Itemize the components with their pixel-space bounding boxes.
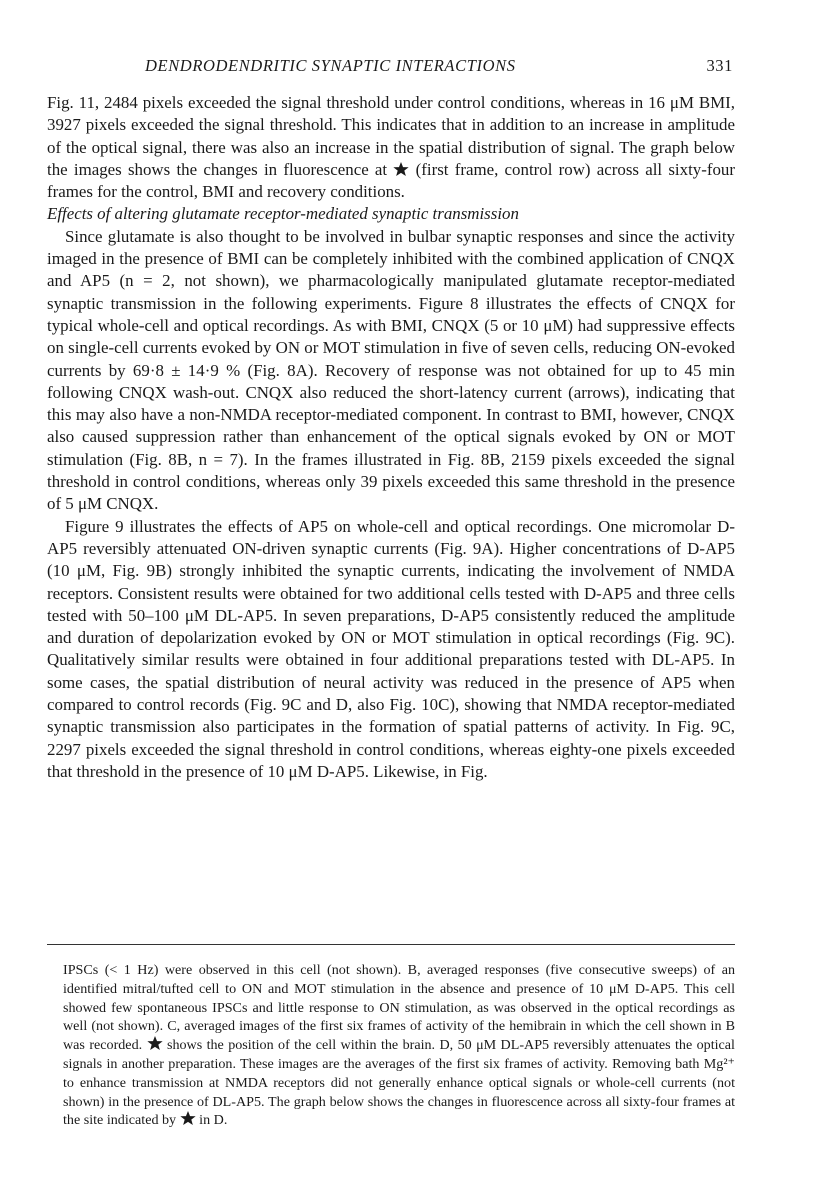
section-heading: Effects of altering glutamate receptor-mediated synaptic transmission: [47, 204, 519, 224]
star-icon: [393, 162, 409, 176]
paragraph-3: Figure 9 illustrates the effects of AP5 on whole-cell and optical recordings. One micromolar D-AP5 reversibly attenuated ON-driven synaptic currents (Fig. 9A). Higher concentrations of D-AP5 (10 μM, Fig. 9B) strongly inhibited the synaptic currents, indicating the involvement of NMDA receptors. Consistent results were obtained for two additional cells tested with D-AP5 and three cells tested with 50–100 μM DL-AP5. In seven preparations, D-AP5 consistently reduced the amplitude and duration of depolarization evoked by ON or MOT stimulation in optical recordings (Fig. 9C). Qualitatively similar results were obtained in four additional preparations tested with DL-AP5. In some cases, the spatial distribution of neural activity was reduced in the presence of AP5 when compared to control records (Fig. 9C and D, also Fig. 10C), showing that NMDA receptor-mediated synaptic transmission also participates in the formation of spatial patterns of activity. In Fig. 9C, 2297 pixels exceeded the signal threshold in control conditions, whereas eighty-one pixels exceeded that threshold in the presence of 10 μM D-AP5. Likewise, in Fig.: [47, 516, 735, 781]
paragraph-2: Since glutamate is also thought to be involved in bulbar synaptic responses and since the activity imaged in the presence of BMI can be completely inhibited with the combined application of CNQX and AP5 (n = 2, not shown), we pharmacologically manipulated glutamate receptor-mediated synaptic transmission in the following experiments. Figure 8 illustrates the effects of CNQX for typical whole-cell and optical recordings. As with BMI, CNQX (5 or 10 μM) had suppressive effects on single-cell currents evoked by ON or MOT stimulation in five of seven cells, reducing ON-evoked currents by 69·8 ± 14·9 % (Fig. 8A). Recovery of response was not obtained for up to 45 min following CNQX wash-out. CNQX also reduced the short-latency current (arrows), indicating that this may also have a non-NMDA receptor-mediated component. In contrast to BMI, however, CNQX also caused suppression rather than enhancement of the optical signals evoked by ON or MOT stimulation (Fig. 8B, n = 7). In the frames illustrated in Fig. 8B, 2159 pixels exceeded the signal threshold in control conditions, whereas only 39 pixels exceeded this same threshold in the presence of 5 μM CNQX.: [47, 226, 735, 514]
star-icon: [147, 1036, 163, 1050]
body-text: [47, 92, 735, 783]
caption-text-1: IPSCs (< 1 Hz) were observed in this cell (not shown). B, averaged responses (five consecutive sweeps) of an identified mitral/tufted cell to ON and MOT stimulation in the absence and presence of 10 μM D-AP5. This cell showed few spontaneous IPSCs and little response to ON stimulation, as was observed in the optical recordings as well (not shown). C, averaged images of the first six frames of activity of the hemibrain in which the cell shown in B was recorded.: [63, 962, 735, 1054]
footnote-divider: [47, 944, 735, 945]
page-number: 331: [706, 56, 733, 75]
page: [47, 56, 735, 783]
paragraph-1: [47, 92, 735, 203]
running-header: [47, 56, 735, 80]
star-icon: [180, 1111, 196, 1125]
caption-text-2: shows the position of the cell within the brain. D, 50 μM DL-AP5 reversibly attenuates the optical signals in another preparation. These images are the averages of the first six frames of activity. Removing bath Mg²⁺ to enhance transmission at NMDA receptors did not generally enhance optical signals or whole-cell currents (not shown) in the presence of DL-AP5. The graph below shows the changes in fluorescence across all sixty-four frames at the site indicated by: [63, 1037, 735, 1129]
paragraph-1-text-a: Fig. 11, 2484 pixels exceeded the signal threshold under control conditions, whereas in 16 μM BMI, 3927 pixels exceeded the signal threshold. This indicates that in addition to an increase in amplitude of the optical signal, there was also an increase in the spatial distribution of signal. The graph below the images shows the changes in fluorescence at: [47, 93, 735, 179]
caption-text-3: in D.: [199, 1112, 228, 1129]
figure-caption: [63, 961, 735, 1130]
paragraph-1-text-b: (first frame, control row) across all sixty-four frames for the control, BMI and recovery conditions.: [47, 159, 735, 202]
running-title: DENDRODENDRITIC SYNAPTIC INTERACTIONS: [145, 56, 516, 75]
